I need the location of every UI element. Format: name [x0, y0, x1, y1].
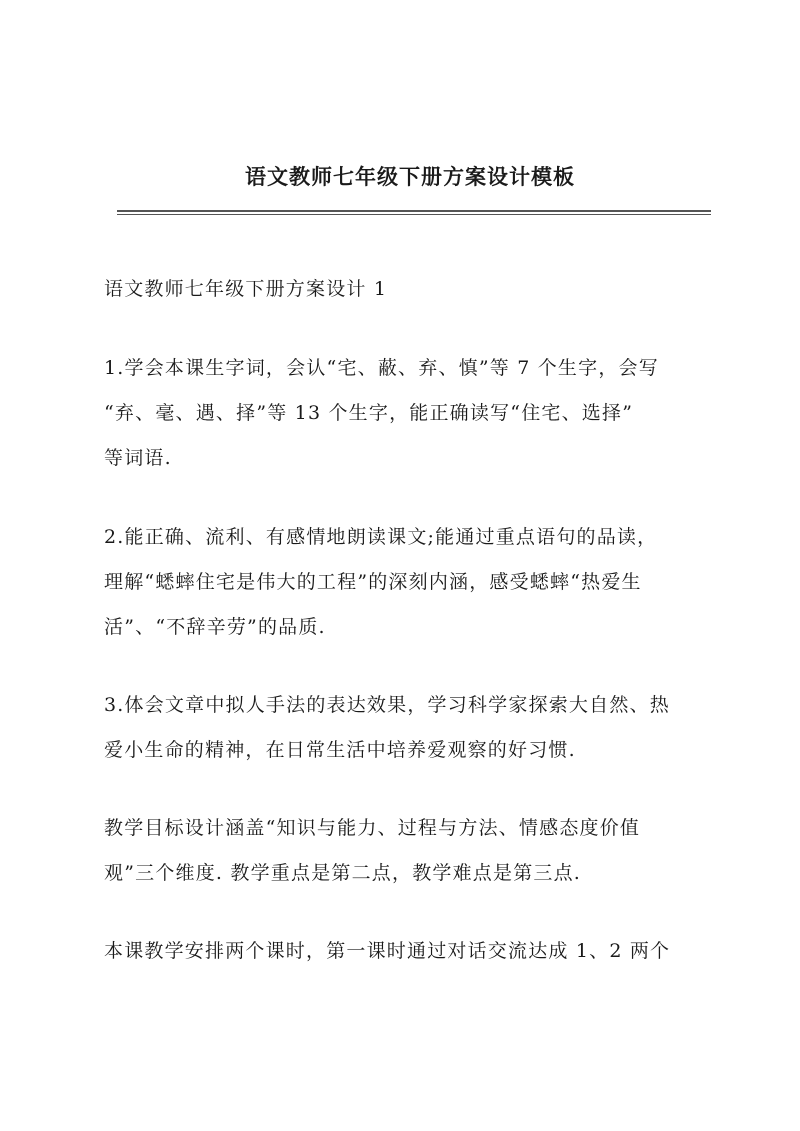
- document-title: 语文教师七年级下册方案设计模板: [245, 164, 575, 189]
- paragraph-schedule: [104, 929, 714, 974]
- paragraph-line: 1.学会本课生字词，会认“宅、蔽、弃、慎”等 7 个生字，会写: [104, 357, 659, 379]
- paragraph-line: 观”三个维度. 教学重点是第二点，教学难点是第三点.: [104, 862, 582, 884]
- title-divider: [117, 210, 711, 215]
- paragraph-design-note: [104, 806, 714, 896]
- paragraph-objective-1: [104, 346, 714, 481]
- paragraph-objective-3: [104, 683, 714, 773]
- paragraph-line: 本课教学安排两个课时，第一课时通过对话交流达成 1、2 两个: [104, 940, 671, 962]
- paragraph-line: 2.能正确、流利、有感情地朗读课文;能通过重点语句的品读，: [104, 526, 658, 548]
- paragraph-line: “弃、毫、遇、择”等 13 个生字，能正确读写“住宅、选择”: [104, 402, 634, 424]
- paragraph-line: 爱小生命的精神，在日常生活中培养爱观察的好习惯.: [104, 739, 576, 761]
- paragraph-line: 理解“蟋蟀住宅是伟大的工程”的深刻内涵，感受蟋蟀“热爱生: [104, 571, 642, 593]
- paragraph-line: 活”、“不辞辛劳”的品质.: [104, 616, 326, 638]
- paragraph-objective-2: [104, 515, 714, 650]
- paragraph-line: 等词语.: [104, 447, 172, 469]
- paragraph-line: 教学目标设计涵盖“知识与能力、过程与方法、情感态度价值: [104, 817, 641, 839]
- section-heading: 语文教师七年级下册方案设计 1: [104, 278, 388, 300]
- paragraph-line: 3.体会文章中拟人手法的表达效果，学习科学家探索大自然、热: [104, 694, 670, 716]
